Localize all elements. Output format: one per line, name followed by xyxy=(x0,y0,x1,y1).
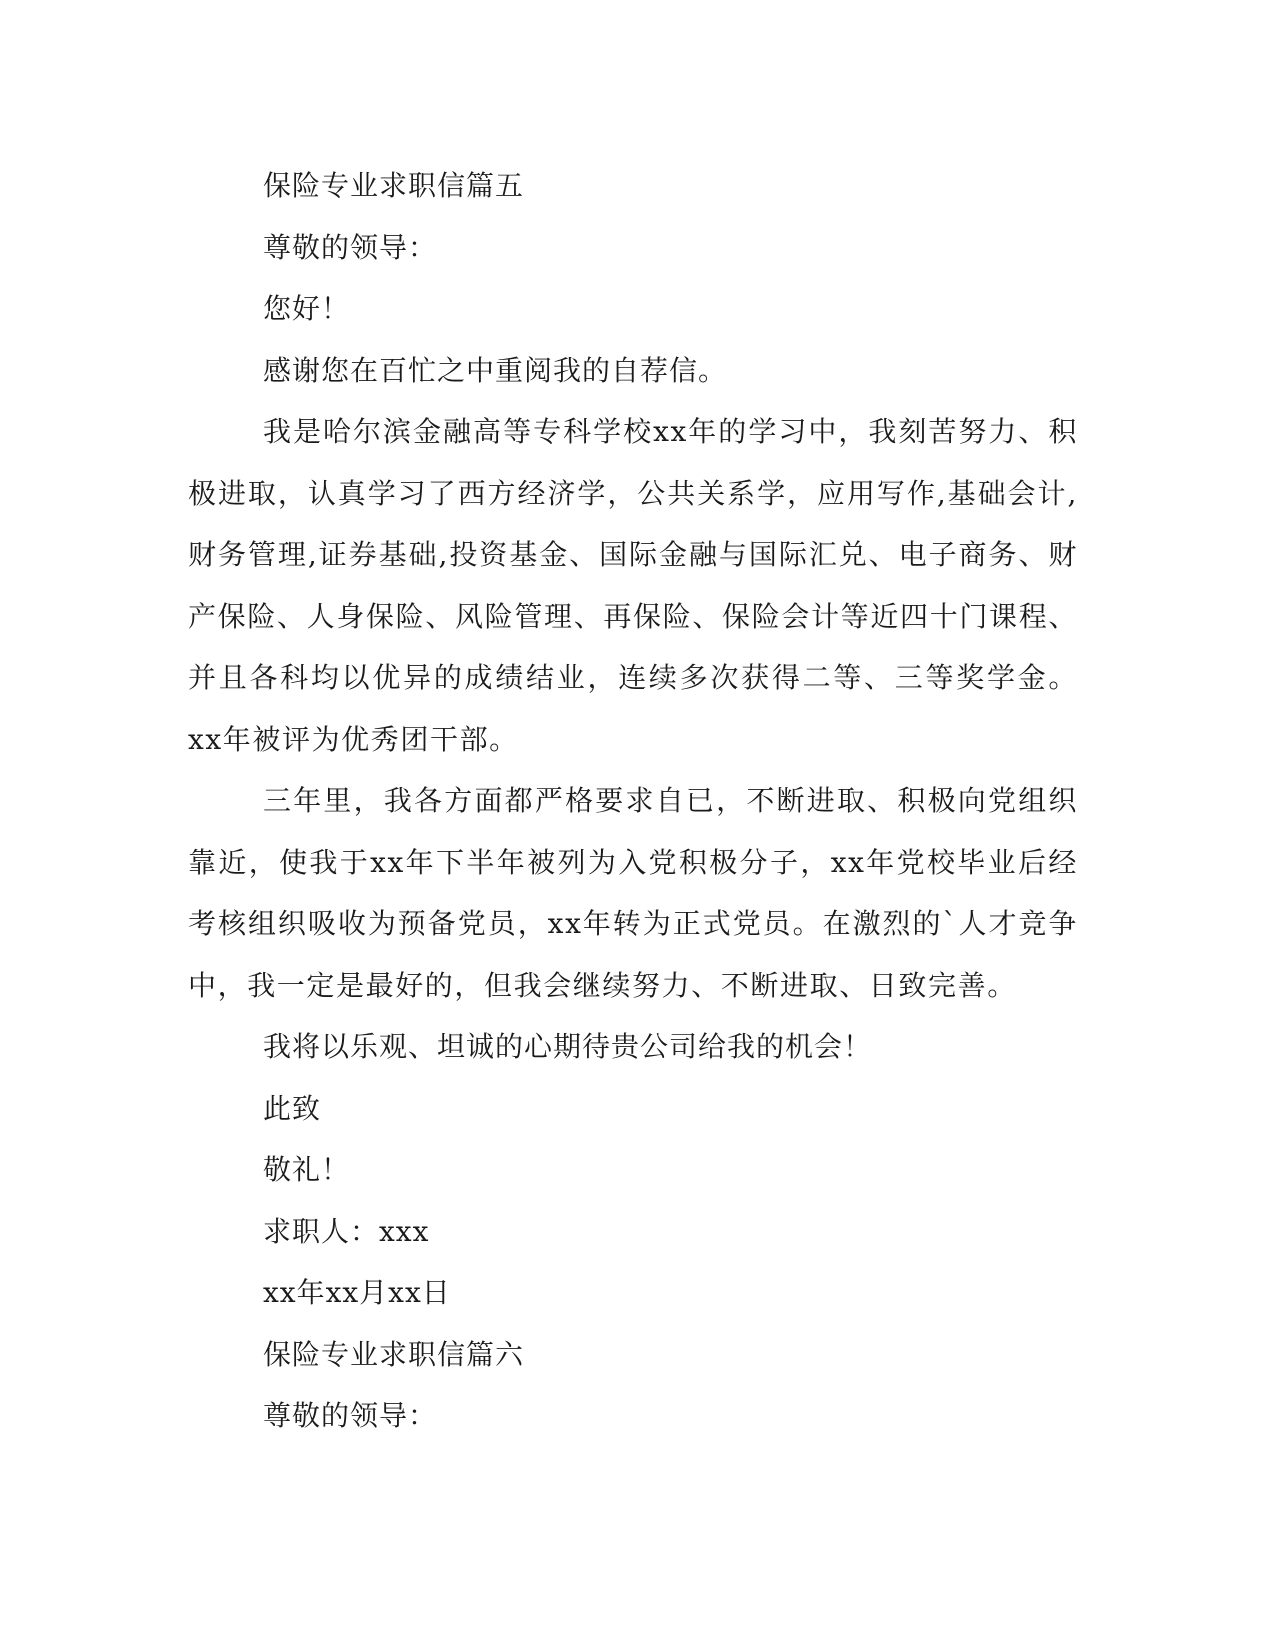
section-title: 保险专业求职信篇五 xyxy=(263,169,525,202)
next-section-title: 保险专业求职信篇六 xyxy=(263,1337,525,1371)
sign-off-2: 敬礼！ xyxy=(263,1153,351,1186)
document-page xyxy=(188,155,1078,1447)
letter-date: xx年xx月xx日 xyxy=(263,1276,451,1309)
closing-line: 我将以乐观、坦诚的心期待贵公司给我的机会！ xyxy=(263,1030,873,1063)
applicant-name: 求职人：xxx xyxy=(263,1214,430,1248)
sign-off-1: 此致 xyxy=(263,1091,322,1125)
body-paragraph-education: 我是哈尔滨金融高等专科学校xx年的学习中，我刻苦努力、积极进取，认真学习了西方经济学，公共关系学，应用写作,基础会计,财务管理,证券基础,投资基金、国际金融与国际汇兑、电子商务、财产保险、人身保险、风险管理、再保险、保险会计等近四十门课程、并且各科均以优异的成绩结业，连续多次获得二等、三等奖学金。xx年被评为优秀团干部。 xyxy=(188,415,1078,756)
greeting: 您好！ xyxy=(263,292,351,325)
next-salutation: 尊敬的领导： xyxy=(263,1399,438,1432)
thanks-line: 感谢您在百忙之中重阅我的自荐信。 xyxy=(263,353,728,387)
salutation: 尊敬的领导： xyxy=(263,230,438,264)
body-paragraph-party: 三年里，我各方面都严格要求自已，不断进取、积极向党组织靠近，使我于xx年下半年被列为入党积极分子，xx年党校毕业后经考核组织吸收为预备党员，xx年转为正式党员。在激烈的`人才竞争中，我一定是最好的，但我会继续努力、不断进取、日致完善。 xyxy=(188,784,1078,1002)
